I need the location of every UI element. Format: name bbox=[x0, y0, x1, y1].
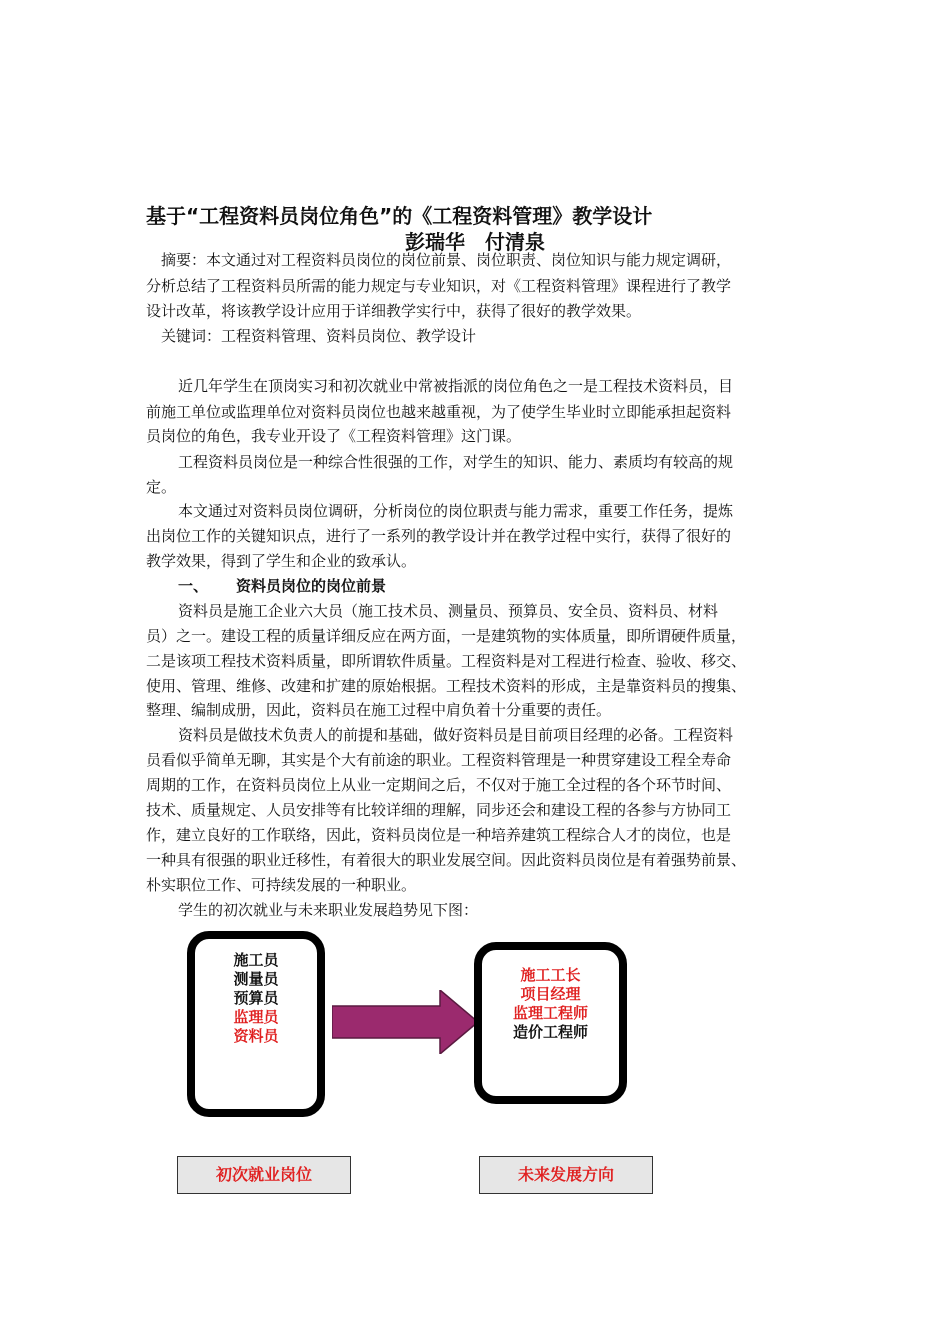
initial-jobs-label: 初次就业岗位 bbox=[177, 1156, 351, 1194]
initial-job-item: 监理员 bbox=[233, 1008, 279, 1026]
body-line: 整理、编制成册，因此，资料员在施工过程中肩负着十分重要的责任。 bbox=[146, 701, 612, 719]
body-line: 前施工单位或监理单位对资料员岗位也越来越重视，为了使学生毕业时立即能承担起资料 bbox=[146, 403, 732, 421]
initial-jobs-box bbox=[187, 931, 325, 1117]
progression-arrow-icon bbox=[332, 990, 482, 1054]
initial-job-item: 测量员 bbox=[233, 970, 279, 988]
body-line: 资料员是做技术负责人的前提和基础，做好资料员是目前项目经理的必备。工程资料 bbox=[178, 726, 734, 744]
body-line: 工程资料员岗位是一种综合性很强的工作，对学生的知识、能力、素质均有较高的规 bbox=[178, 453, 734, 471]
abstract-line: 设计改革，将该教学设计应用于详细教学实行中，获得了很好的教学效果。 bbox=[146, 302, 642, 320]
future-job-item: 造价工程师 bbox=[512, 1023, 588, 1041]
body-line: 资料员是施工企业六大员（施工技术员、测量员、预算员、安全员、资料员、材料 bbox=[178, 602, 719, 620]
body-line: 员岗位的角色，我专业开设了《工程资料管理》这门课。 bbox=[146, 427, 522, 445]
body-line: 周期的工作，在资料员岗位上从业一定期间之后，不仅对于施工全过程的各个环节时间、 bbox=[146, 776, 732, 794]
future-job-item: 施工工长 bbox=[520, 966, 581, 984]
section-heading-number: 一、 bbox=[178, 577, 209, 595]
keywords-line: 关键词：工程资料管理、资料员岗位、教学设计 bbox=[161, 327, 477, 345]
abstract-line: 摘要：本文通过对工程资料员岗位的岗位前景、岗位职责、岗位知识与能力规定调研， bbox=[161, 251, 732, 269]
body-line: 一种具有很强的职业迁移性，有着很大的职业发展空间。因此资料员岗位是有着强势前景、 bbox=[146, 851, 747, 869]
body-line: 员）之一。建设工程的质量详细反应在两方面，一是建筑物的实体质量，即所谓硬件质量， bbox=[146, 627, 747, 645]
body-line: 作，建立良好的工作联络，因此，资料员岗位是一种培养建筑工程综合人才的岗位，也是 bbox=[146, 826, 732, 844]
body-line: 定。 bbox=[146, 478, 177, 496]
future-jobs-box bbox=[474, 942, 627, 1104]
paper-title: 基于“工程资料员岗位角色”的《工程资料管理》教学设计 bbox=[146, 204, 653, 228]
body-line: 出岗位工作的关键知识点，进行了一系列的教学设计并在教学过程中实行，获得了很好的 bbox=[146, 527, 732, 545]
body-line: 本文通过对资料员岗位调研，分析岗位的岗位职责与能力需求，重要工作任务，提炼 bbox=[178, 502, 734, 520]
body-line: 使用、管理、维修、改建和扩建的原始根据。工程技术资料的形成，主是靠资料员的搜集、 bbox=[146, 677, 747, 695]
body-line: 近几年学生在顶岗实习和初次就业中常被指派的岗位角色之一是工程技术资料员，目 bbox=[178, 377, 734, 395]
body-line: 二是该项工程技术资料质量，即所谓软件质量。工程资料是对工程进行检查、验收、移交、 bbox=[146, 652, 747, 670]
initial-job-item: 资料员 bbox=[233, 1027, 279, 1045]
body-line: 员看似乎简单无聊，其实是个大有前途的职业。工程资料管理是一种贯穿建设工程全寿命 bbox=[146, 751, 732, 769]
section-heading: 资料员岗位的岗位前景 bbox=[236, 577, 387, 595]
future-job-item: 监理工程师 bbox=[512, 1004, 588, 1022]
future-direction-label: 未来发展方向 bbox=[479, 1156, 653, 1194]
paper-authors: 彭瑞华 付清泉 bbox=[405, 230, 545, 254]
body-line: 朴实职位工作、可持续发展的一种职业。 bbox=[146, 876, 417, 894]
body-line: 技术、质量规定、人员安排等有比较详细的理解，同步还会和建设工程的各参与方协同工 bbox=[146, 801, 732, 819]
body-line: 学生的初次就业与未来职业发展趋势见下图： bbox=[178, 901, 479, 919]
abstract-line: 分析总结了工程资料员所需的能力规定与专业知识，对《工程资料管理》课程进行了教学 bbox=[146, 277, 732, 295]
initial-job-item: 预算员 bbox=[233, 989, 279, 1007]
body-line: 教学效果，得到了学生和企业的致承认。 bbox=[146, 552, 417, 570]
future-job-item: 项目经理 bbox=[520, 985, 581, 1003]
initial-job-item: 施工员 bbox=[233, 951, 279, 969]
